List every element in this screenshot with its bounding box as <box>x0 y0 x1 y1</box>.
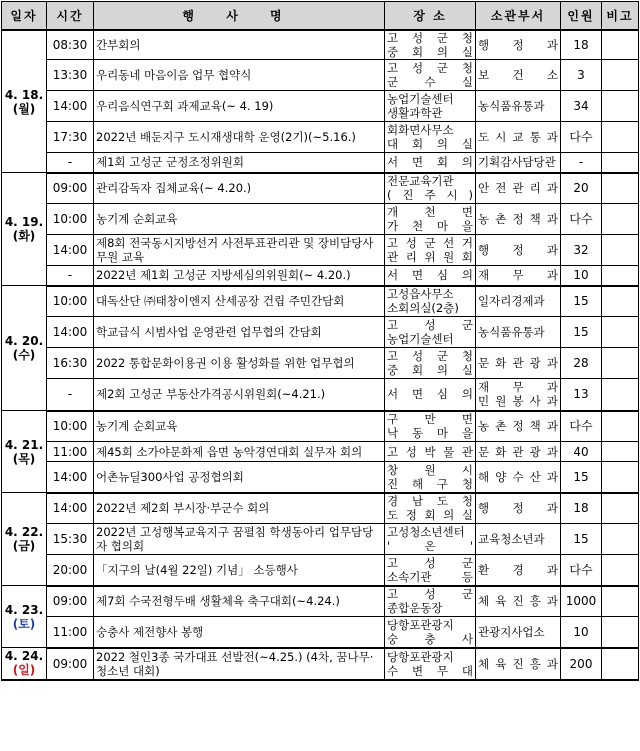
department-line: 관광지사업소 <box>478 624 545 639</box>
table-row <box>2 555 639 586</box>
header-dept: 소관부서 <box>476 2 561 31</box>
place-line: 당항포관광지 <box>387 649 454 664</box>
headcount-cell: 32 <box>561 235 602 266</box>
date-cell <box>2 493 47 586</box>
department-cell <box>476 524 561 555</box>
place-line: 중 회 의 실 <box>387 45 473 59</box>
department-cell <box>476 286 561 317</box>
weekday-label: (월) <box>12 101 36 116</box>
date-label: 4. 24. <box>4 649 44 664</box>
department-cell <box>476 122 561 153</box>
place-cell <box>385 462 476 493</box>
department-cell <box>476 586 561 617</box>
department-cell <box>476 648 561 680</box>
place-line: 고 성 군 청 <box>387 349 473 363</box>
department-line: 재 무 과 <box>478 380 558 395</box>
event-name-cell: 학교급식 시범사업 운영관련 업무협의 간담회 <box>94 317 385 348</box>
header-place: 장 소 <box>385 2 476 31</box>
department-cell <box>476 204 561 235</box>
headcount-cell: 다수 <box>561 204 602 235</box>
place-line: 고성읍사무소 <box>387 287 454 302</box>
department-cell <box>476 348 561 379</box>
place-line: 고 성 군 청 <box>387 61 473 75</box>
place-line: 구 만 면 <box>387 412 473 427</box>
event-name-cell: 제8회 전국동시지방선거 사전투표관리관 및 장비담당사무원 교육 <box>94 235 385 266</box>
note-cell <box>602 493 639 524</box>
event-name-cell: 농기계 순회교육 <box>94 204 385 235</box>
time-cell: - <box>47 153 94 173</box>
event-name-cell: 간부회의 <box>94 30 385 60</box>
date-cell <box>2 30 47 173</box>
place-line: 창 원 시 <box>387 462 473 477</box>
table-row <box>2 493 639 524</box>
date-label: 4. 20. <box>4 334 44 348</box>
note-cell <box>602 524 639 555</box>
department-line: 재 무 과 <box>478 268 558 283</box>
place-line: 대 회 의 실 <box>387 137 473 151</box>
time-cell: 09:00 <box>47 173 94 204</box>
event-name-cell: 제7회 수국전형두배 생활체육 축구대회(~4.24.) <box>94 586 385 617</box>
note-cell <box>602 462 639 493</box>
date-cell <box>2 411 47 493</box>
place-cell <box>385 493 476 524</box>
date-cell <box>2 286 47 411</box>
header-count: 인원 <box>561 2 602 31</box>
place-cell <box>385 204 476 235</box>
time-cell: 09:00 <box>47 586 94 617</box>
time-cell: 11:00 <box>47 442 94 462</box>
place-cell <box>385 122 476 153</box>
weekday-label: (목) <box>12 451 36 466</box>
headcount-cell: 15 <box>561 286 602 317</box>
place-cell <box>385 60 476 91</box>
place-line: 군 수 실 <box>387 75 473 89</box>
place-line: 개 천 면 <box>387 205 473 219</box>
note-cell <box>602 286 639 317</box>
place-cell <box>385 379 476 411</box>
header-time: 시간 <box>47 2 94 31</box>
place-cell <box>385 266 476 286</box>
note-cell <box>602 91 639 122</box>
time-cell: 09:00 <box>47 648 94 680</box>
date-cell <box>2 173 47 286</box>
time-cell: - <box>47 266 94 286</box>
event-name-cell: 어촌뉴딜300사업 공정협의회 <box>94 462 385 493</box>
place-cell <box>385 648 476 680</box>
table-row <box>2 586 639 617</box>
department-line: 체 육 진 흥 과 <box>478 594 558 609</box>
table-row <box>2 173 639 204</box>
place-cell <box>385 524 476 555</box>
department-cell <box>476 266 561 286</box>
time-cell: - <box>47 379 94 411</box>
department-cell <box>476 442 561 462</box>
department-line: 문 화 관 광 과 <box>478 356 558 370</box>
place-line: 고 성 박 물 관 <box>387 444 473 459</box>
table-row <box>2 91 639 122</box>
place-cell <box>385 173 476 204</box>
place-cell <box>385 411 476 442</box>
place-line: 서 면 심 의 <box>387 387 473 402</box>
note-cell <box>602 60 639 91</box>
event-name-cell: 제1회 고성군 군정조정위원회 <box>94 153 385 173</box>
table-row <box>2 60 639 91</box>
department-line: 환 경 과 <box>478 562 558 577</box>
headcount-cell: 20 <box>561 173 602 204</box>
time-cell: 10:00 <box>47 286 94 317</box>
weekday-label: (토) <box>12 616 36 631</box>
note-cell <box>602 204 639 235</box>
weekday-label: (화) <box>12 229 36 243</box>
note-cell <box>602 442 639 462</box>
department-line: 민 원 봉 사 과 <box>478 394 558 409</box>
place-cell <box>385 317 476 348</box>
event-name-cell: 2022년 배둔지구 도시재생대학 운영(2기)(~5.16.) <box>94 122 385 153</box>
header-note: 비고 <box>602 2 639 31</box>
note-cell <box>602 555 639 586</box>
department-cell <box>476 235 561 266</box>
headcount-cell: 15 <box>561 317 602 348</box>
department-line: 체 육 진 흥 과 <box>478 656 558 671</box>
table-row <box>2 648 639 680</box>
time-cell: 13:30 <box>47 60 94 91</box>
event-name-cell: 우리음식연구회 과제교육(~ 4. 19) <box>94 91 385 122</box>
time-cell: 11:00 <box>47 617 94 648</box>
department-line: 행 정 과 <box>478 501 558 516</box>
table-row <box>2 286 639 317</box>
table-row <box>2 462 639 493</box>
department-line: 교육청소년과 <box>478 532 545 546</box>
time-cell: 14:00 <box>47 91 94 122</box>
place-line: 서 면 회 의 <box>387 155 473 170</box>
place-line: 고 성 군 선 거 <box>387 236 473 250</box>
note-cell <box>602 411 639 442</box>
table-row <box>2 153 639 173</box>
time-cell: 14:00 <box>47 317 94 348</box>
headcount-cell: 15 <box>561 524 602 555</box>
note-cell <box>602 235 639 266</box>
table-row <box>2 266 639 286</box>
event-name-cell: 숭충사 제전향사 봉행 <box>94 617 385 648</box>
department-line: 농식품유통과 <box>478 325 545 339</box>
date-label: 4. 22. <box>4 525 44 539</box>
department-cell <box>476 153 561 173</box>
headcount-cell: 10 <box>561 617 602 648</box>
date-label: 4. 18. <box>4 87 44 102</box>
department-cell <box>476 60 561 91</box>
event-name-cell: 「지구의 날(4월 22일) 기념」 소등행사 <box>94 555 385 586</box>
place-line: 수 변 무 대 <box>387 663 473 678</box>
place-line: 소속기관 등 <box>387 569 473 584</box>
table-row <box>2 348 639 379</box>
department-line: 기획감사담당관 <box>478 155 556 170</box>
date-cell <box>2 586 47 648</box>
table-row <box>2 30 639 60</box>
place-line: 농업기술센터 <box>387 332 454 346</box>
headcount-cell: 다수 <box>561 555 602 586</box>
place-cell <box>385 617 476 648</box>
department-cell <box>476 379 561 411</box>
place-line: 고 성 군 <box>387 318 473 332</box>
department-line: 해 양 수 산 과 <box>478 469 558 484</box>
place-cell <box>385 91 476 122</box>
headcount-cell: 13 <box>561 379 602 411</box>
place-line: 진 해 구 청 <box>387 476 473 491</box>
headcount-cell: 다수 <box>561 122 602 153</box>
time-cell: 10:00 <box>47 204 94 235</box>
headcount-cell: 15 <box>561 462 602 493</box>
department-cell <box>476 462 561 493</box>
department-line: 문 화 관 광 과 <box>478 444 558 459</box>
headcount-cell: 200 <box>561 648 602 680</box>
place-line: 서 면 심 의 <box>387 268 473 283</box>
time-cell: 20:00 <box>47 555 94 586</box>
event-name-cell: 관리감독자 집체교육(~ 4.20.) <box>94 173 385 204</box>
event-name-cell: 2022년 고성행복교육지구 꿈펼침 학생동아리 업무담당자 협의회 <box>94 524 385 555</box>
note-cell <box>602 266 639 286</box>
place-cell <box>385 348 476 379</box>
note-cell <box>602 379 639 411</box>
date-label: 4. 19. <box>4 215 44 229</box>
place-line: 낙 동 마 을 <box>387 426 473 441</box>
department-line: 농식품유통과 <box>478 99 545 113</box>
headcount-cell: 1000 <box>561 586 602 617</box>
date-label: 4. 21. <box>4 437 44 452</box>
table-row <box>2 235 639 266</box>
time-cell: 14:00 <box>47 235 94 266</box>
table-row <box>2 524 639 555</box>
place-line: 도 정 회 의 실 <box>387 508 473 523</box>
time-cell: 17:30 <box>47 122 94 153</box>
note-cell <box>602 30 639 60</box>
place-line: 가 천 마 을 <box>387 219 473 233</box>
place-cell <box>385 442 476 462</box>
weekday-label: (수) <box>12 348 36 362</box>
weekday-label: (금) <box>12 539 36 553</box>
place-line: 회화면사무소 <box>387 123 454 137</box>
time-cell: 10:00 <box>47 411 94 442</box>
place-line: 숭 충 사 <box>387 631 473 646</box>
place-line: 고성청소년센터 <box>387 525 465 539</box>
place-cell <box>385 235 476 266</box>
note-cell <box>602 122 639 153</box>
department-line: 농 촌 정 책 과 <box>478 212 558 226</box>
time-cell: 14:00 <box>47 493 94 524</box>
headcount-cell: 3 <box>561 60 602 91</box>
table-row <box>2 379 639 411</box>
department-cell <box>476 411 561 442</box>
note-cell <box>602 153 639 173</box>
place-line: 관 리 위 원 회 <box>387 250 473 264</box>
department-line: 농 촌 정 책 과 <box>478 419 558 434</box>
event-name-cell: 대독산단 ㈜태창이엔지 산세공장 건립 주민간담회 <box>94 286 385 317</box>
headcount-cell: 18 <box>561 30 602 60</box>
department-cell <box>476 30 561 60</box>
place-line: 전문교육기관 <box>387 174 454 189</box>
department-cell <box>476 617 561 648</box>
department-line: 보 건 소 <box>478 68 558 82</box>
headcount-cell: 28 <box>561 348 602 379</box>
note-cell <box>602 173 639 204</box>
event-name-cell: 2022 철인3종 국가대표 선발전(~4.25.) (4차, 꿈나무·청소년 대회) <box>94 648 385 680</box>
place-line: 고 성 군 <box>387 555 473 570</box>
time-cell: 08:30 <box>47 30 94 60</box>
time-cell: 15:30 <box>47 524 94 555</box>
place-line: 소회의실(2층) <box>387 301 459 316</box>
headcount-cell: 10 <box>561 266 602 286</box>
department-cell <box>476 173 561 204</box>
note-cell <box>602 317 639 348</box>
table-row <box>2 122 639 153</box>
schedule-body <box>2 30 639 680</box>
headcount-cell: 18 <box>561 493 602 524</box>
date-cell <box>2 648 47 680</box>
table-row <box>2 317 639 348</box>
place-line: 고 성 군 <box>387 587 473 602</box>
place-cell <box>385 586 476 617</box>
place-line: 당항포관광지 <box>387 617 454 632</box>
department-cell <box>476 493 561 524</box>
department-cell <box>476 91 561 122</box>
department-line: 안 전 관 리 과 <box>478 181 558 196</box>
table-row <box>2 411 639 442</box>
place-line: 경 남 도 청 <box>387 494 473 509</box>
time-cell: 14:00 <box>47 462 94 493</box>
time-cell: 16:30 <box>47 348 94 379</box>
note-cell <box>602 348 639 379</box>
table-row <box>2 617 639 648</box>
place-line: 생활과학관 <box>387 106 443 120</box>
header-event: 행 사 명 <box>94 2 385 31</box>
table-row <box>2 204 639 235</box>
headcount-cell: - <box>561 153 602 173</box>
note-cell <box>602 648 639 680</box>
place-cell <box>385 286 476 317</box>
event-name-cell: 2022년 제1회 고성군 지방세심의위원회(~ 4.20.) <box>94 266 385 286</box>
table-row <box>2 442 639 462</box>
place-cell <box>385 555 476 586</box>
place-line: ( 진 주 시 ) <box>387 188 473 203</box>
place-line: 농업기술센터 <box>387 92 454 106</box>
headcount-cell: 34 <box>561 91 602 122</box>
note-cell <box>602 617 639 648</box>
header-date: 일자 <box>2 2 47 31</box>
header-row <box>2 2 639 31</box>
headcount-cell: 40 <box>561 442 602 462</box>
place-line: 종합운동장 <box>387 601 443 616</box>
department-cell <box>476 317 561 348</box>
date-label: 4. 23. <box>4 602 44 617</box>
event-name-cell: 제2회 고성군 부동산가격공시위원회(~4.21.) <box>94 379 385 411</box>
event-name-cell: 농기계 순회교육 <box>94 411 385 442</box>
event-name-cell: 2022년 제2회 부시장·부군수 회의 <box>94 493 385 524</box>
department-line: 도 시 교 통 과 <box>478 130 558 144</box>
department-line: 행 정 과 <box>478 243 558 257</box>
place-line: 중 회 의 실 <box>387 363 473 377</box>
department-line: 일자리경제과 <box>478 294 545 309</box>
schedule-table <box>1 1 639 681</box>
place-cell <box>385 153 476 173</box>
department-line: 행 정 과 <box>478 38 558 52</box>
event-name-cell: 2022 통합문화이용권 이용 활성화를 위한 업무협의 <box>94 348 385 379</box>
place-line: ' 온 ' <box>387 539 473 553</box>
department-cell <box>476 555 561 586</box>
weekday-label: (일) <box>12 663 36 678</box>
note-cell <box>602 586 639 617</box>
headcount-cell: 다수 <box>561 411 602 442</box>
place-cell <box>385 30 476 60</box>
place-line: 고 성 군 청 <box>387 31 473 45</box>
event-name-cell: 우리동네 마음이음 업무 협약식 <box>94 60 385 91</box>
event-name-cell: 제45회 소가야문화제 읍면 농악경연대회 실무자 회의 <box>94 442 385 462</box>
